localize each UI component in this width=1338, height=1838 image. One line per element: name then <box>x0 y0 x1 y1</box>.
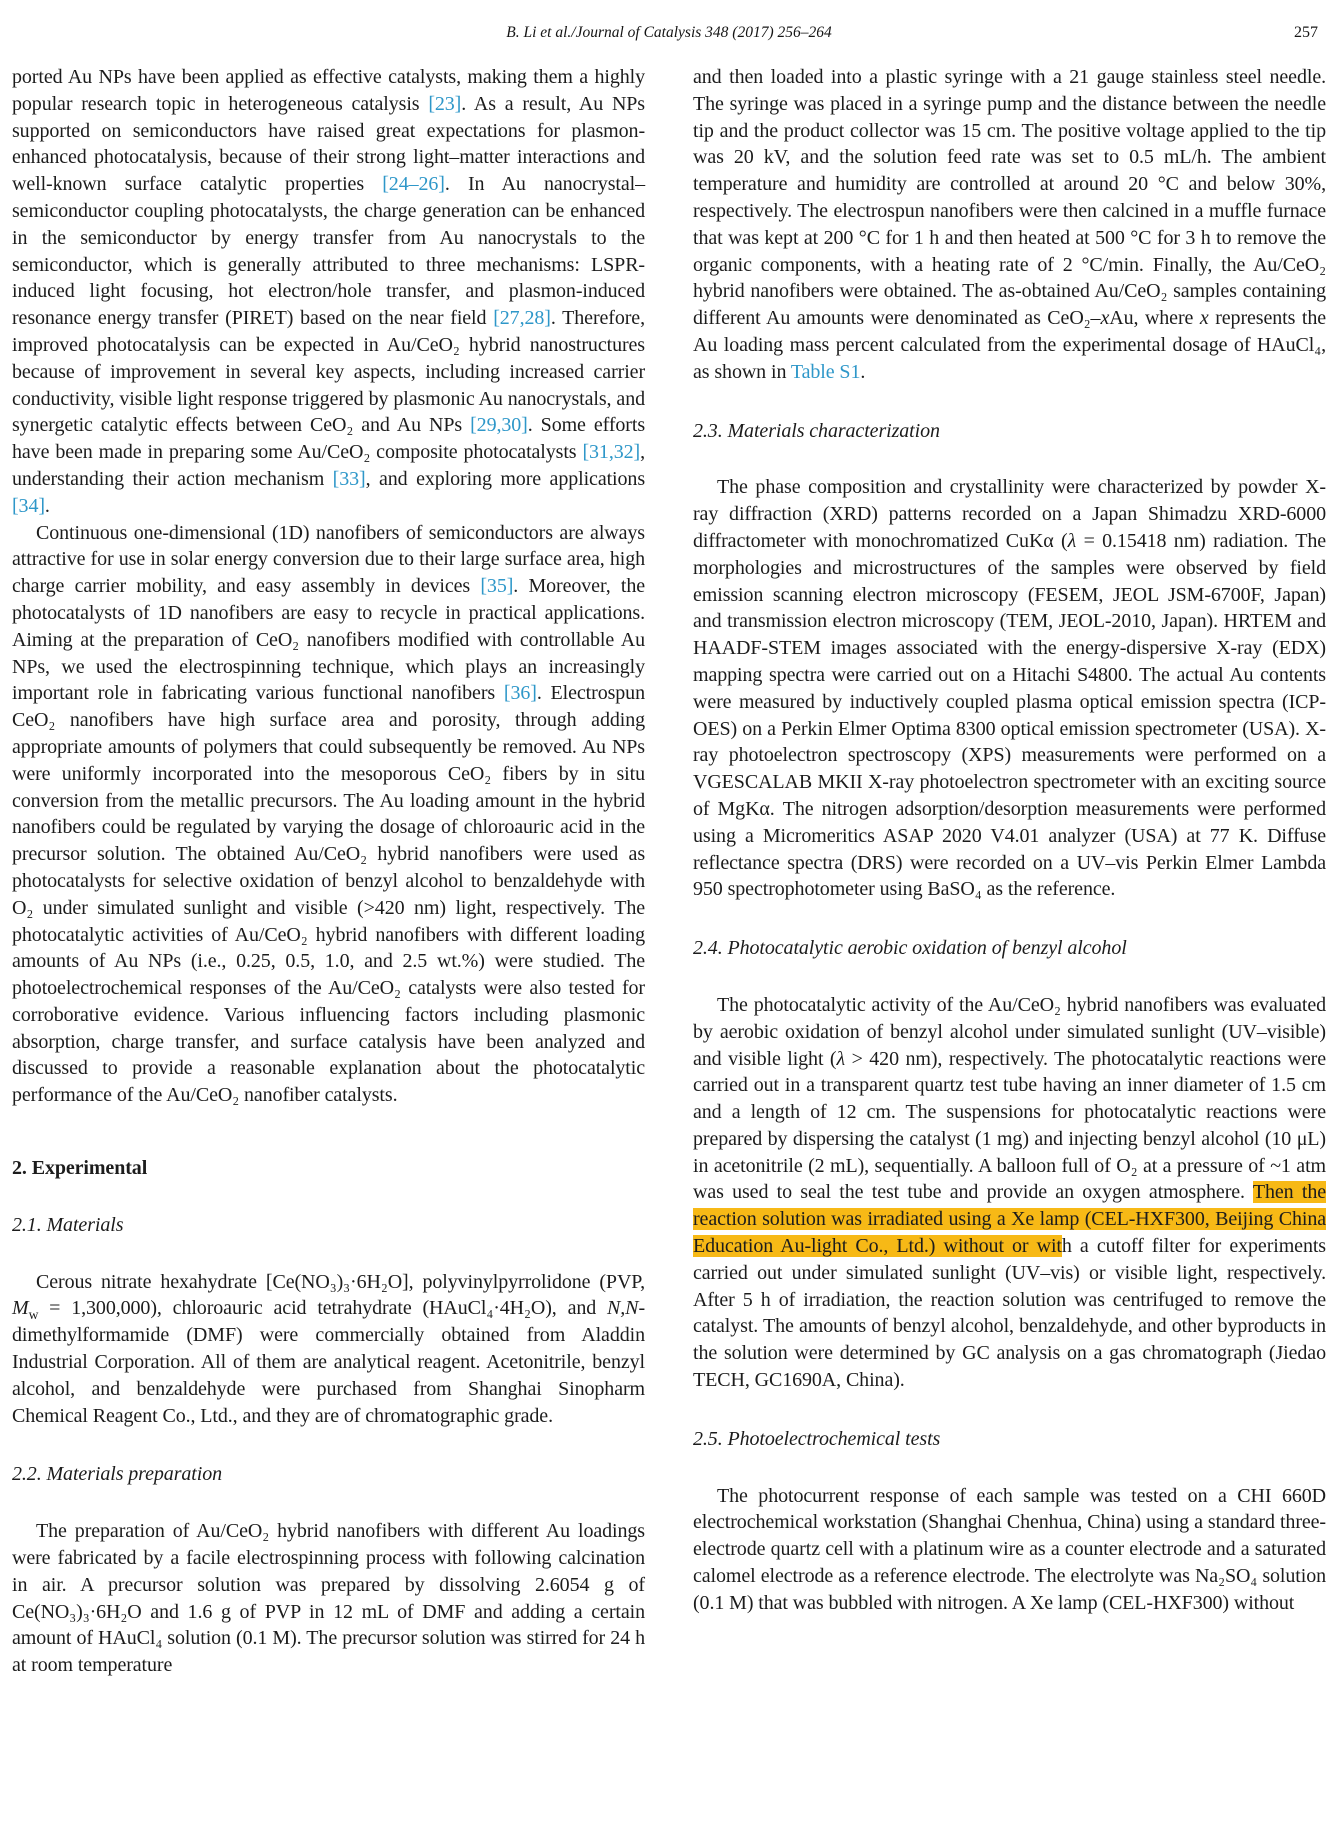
page-header <box>12 24 1326 48</box>
italic-text: N,N <box>607 1297 639 1320</box>
citation-link[interactable]: [33] <box>332 467 366 490</box>
section-heading: 2. Experimental <box>12 1157 148 1180</box>
highlighted-text: Then the reaction solution was irradiated using a Xe lamp (CEL-HXF300, Beijing China Education Au-light Co., Ltd.) without or wit <box>693 1181 1326 1258</box>
paragraph: and then loaded into a plastic syringe with a 21 gauge stainless steel needle. The syringe was placed in a syringe pump and the distance between the needle tip and the product collector was 15 cm. The positive voltage applied to the tip was 20 kV, and the solution feed rate was set to 0.5 mL/h. The ambient temperature and humidity are controlled at around 20 °C and below 30%, respectively. The electrospun nanofibers were then calcined in a muffle furnace that was kept at 200 °C for 1 h and then heated at 500 °C for 3 h to remove the organic components, with a heating rate of 2 °C/min. Finally, the Au/CeO₂ hybrid nanofibers were obtained. The as-obtained Au/CeO₂ samples containing different Au amounts were denominated as CeO₂–xAu, where x represents the Au loading mass percent calculated from the experimental dosage of HAuCl₄, as shown in Table S1. <box>693 66 1326 383</box>
citation-link[interactable]: [27,28] <box>493 307 551 330</box>
citation-link[interactable]: [29,30] <box>470 414 528 437</box>
citation-link[interactable]: Table S1 <box>790 360 861 383</box>
paragraph: The photocurrent response of each sample was tested on a CHI 660D electrochemical workstation (Shanghai Chenhua, China) using a standard three-electrode quartz cell with a platinum wire as a counter electrode and a saturated calomel electrode as a reference electrode. The electrolyte was Na₂SO₄ solution (0.1 M) that was bubbled with nitrogen. A Xe lamp (CEL-HXF300) without <box>693 1484 1326 1614</box>
italic-text: x <box>1199 307 1209 330</box>
subsection-heading: 2.1. Materials <box>12 1213 124 1236</box>
citation-link[interactable]: [23] <box>428 92 462 115</box>
subsection-heading: 2.3. Materials characterization <box>693 419 940 442</box>
citation-link[interactable]: [34] <box>12 494 45 517</box>
paragraph: Cerous nitrate hexahydrate [Ce(NO₃)₃·6H₂O], polyvinylpyrrolidone (PVP, $M_w = 1,300,000$), chloroauric acid tetrahydrate (HAuCl₄·4H₂O), and N,N-dimethylformamide (DMF) were commercially obtained from Aladdin Industrial Corporation. All of them are analytical reagent. Acetonitrile, benzyl alcohol, and benzaldehyde were purchased from Shanghai Sinopharm Chemical Reagent Co., Ltd., and they are of chromatographic grade. <box>12 1270 645 1427</box>
subsection-heading: 2.4. Photocatalytic aerobic oxidation of benzyl alcohol <box>693 937 1127 960</box>
paragraph: The photocatalytic activity of the Au/CeO₂ hybrid nanofibers was evaluated by aerobic oxidation of benzyl alcohol under simulated sunlight (UV–visible) and visible light (λ > 420 nm), respectively. The photocatalytic reactions were carried out in a transparent quartz test tube having an inner diameter of 1.5 cm and a length of 12 cm. The suspensions for photocatalytic reactions were prepared by dispersing the catalyst (1 mg) and injecting benzyl alcohol (10 μL) in acetonitrile (2 mL), sequentially. A balloon full of O₂ at a pressure of ~1 atm was used to seal the test tube and provide an oxygen atmosphere. Then the reaction solution was irradiated using a Xe lamp (CEL-HXF300, Beijing China Education Au-light Co., Ltd.) without or with a cutoff filter for experiments carried out under simulated sunlight (UV–vis) or visible light, respectively. After 5 h of irradiation, the reaction solution was centrifuged to remove the catalyst. The amounts of benzyl alcohol, benzaldehyde, and other byproducts in the solution were determined by GC analysis on a gas chromatograph (Jiedao TECH, GC1690A, China). <box>693 993 1326 1392</box>
citation-link[interactable]: [24–26] <box>382 173 445 196</box>
subscript-text: w <box>28 1307 39 1323</box>
italic-text: λ <box>836 1047 846 1070</box>
paragraph: The phase composition and crystallinity were characterized by powder X-ray diffraction (XRD) patterns recorded on a Japan Shimadzu XRD-6000 diffractometer with monochromatized CuKα (λ = 0.15418 nm) radiation. The morphologies and microstructures of the samples were observed by field emission scanning electron microscopy (FESEM, JEOL JSM-6700F, Japan) and transmission electron microscopy (TEM, JEOL-2010, Japan). HRTEM and HAADF-STEM images associated with the energy-dispersive X-ray (EDX) mapping spectra were carried out on a Hitachi S4800. The actual Au contents were measured by inductively coupled plasma optical emission spectra (ICP-OES) on a Perkin Elmer Optima 8300 optical emission spectrometer (USA). X-ray photoelectron spectroscopy (XPS) measurements were performed on a VGESCALAB MKII X-ray photoelectron spectrometer with an exciting source of MgKα. The nitrogen adsorption/desorption measurements were performed using a Micromeritics ASAP 2020 V4.01 analyzer (USA) at 77 K. Diffuse reflectance spectra (DRS) were recorded on a UV–vis Perkin Elmer Lambda 950 spectrophotometer using BaSO₄ as the reference. <box>693 476 1327 901</box>
two-column-body <box>12 64 1326 1679</box>
right-column <box>693 64 1326 1679</box>
running-title: B. Li et al./Journal of Catalysis 348 (2017) 256–264 <box>506 24 832 41</box>
citation-link[interactable]: [35] <box>480 575 514 598</box>
page-number: 257 <box>1294 24 1318 41</box>
citation-link[interactable]: [31,32] <box>582 441 641 464</box>
subsection-heading: 2.2. Materials preparation <box>12 1463 222 1486</box>
citation-link[interactable]: [36] <box>503 682 537 705</box>
italic-text: λ <box>1067 529 1077 552</box>
paragraph: ported Au NPs have been applied as effective catalysts, making them a highly popular research topic in heterogeneous catalysis [23]. As a result, Au NPs supported on semiconductors have raised great expectations for plasmon-enhanced photocatalysis, because of their strong light–matter interactions and well-known surface catalytic properties [24–26]. In Au nanocrystal–semiconductor coupling photocatalysts, the charge generation can be enhanced in the semiconductor by energy transfer from Au nanocrystals to the semiconductor, which is generally attributed to three mechanisms: LSPR-induced light focusing, hot electron/hole transfer, and plasmon-induced resonance energy transfer (PIRET) based on the near field [27,28]. Therefore, improved photocatalysis can be expected in Au/CeO₂ hybrid nanostructures because of improvement in several key aspects, including increased carrier conductivity, visible light response triggered by plasmonic Au nanocrystals, and synergetic catalytic effects between CeO₂ and Au NPs [29,30]. Some efforts have been made in preparing some Au/CeO₂ composite photocatalysts [31,32], understanding their action mechanism [33], and exploring more applications [34]. <box>12 66 646 517</box>
paragraph: Continuous one-dimensional (1D) nanofibers of semiconductors are always attractive for use in solar energy conversion due to their large surface area, high charge carrier mobility, and easy assembly in devices [35]. Moreover, the photocatalysts of 1D nanofibers are easy to recycle in practical applications. Aiming at the preparation of CeO₂ nanofibers modified with controllable Au NPs, we used the electrospinning technique, which plays an increasingly important role in fabricating various functional nanofibers [36]. Electrospun CeO₂ nanofibers have high surface area and porosity, through adding appropriate amounts of polymers that could subsequently be removed. Au NPs were uniformly incorporated into the mesoporous CeO₂ fibers by in situ conversion from the metallic precursors. The Au loading amount in the hybrid nanofibers could be regulated by varying the dosage of chloroauric acid in the precursor solution. The obtained Au/CeO₂ hybrid nanofibers were used as photocatalysts for selective oxidation of benzyl alcohol to benzaldehyde with O₂ under simulated sunlight and visible (>420 nm) light, respectively. The photocatalytic activities of Au/CeO₂ hybrid nanofibers with different loading amounts of Au NPs (i.e., 0.25, 0.5, 1.0, and 2.5 wt.%) were studied. The photoelectrochemical responses of the Au/CeO₂ catalysts were also tested for corroborative evidence. Various influencing factors including plasmonic absorption, charge transfer, and surface catalysis have been analyzed and discussed to provide a reasonable explanation about the photocatalytic performance of the Au/CeO₂ nanofiber catalysts. <box>12 521 645 1107</box>
paragraph: The preparation of Au/CeO₂ hybrid nanofibers with different Au loadings were fabricated by a facile electrospinning process with following calcination in air. A precursor solution was prepared by dissolving 2.6054 g of Ce(NO₃)₃·6H₂O and 1.6 g of PVP in 12 mL of DMF and adding a certain amount of HAuCl₄ solution (0.1 M). The precursor solution was stirred for 24 h at room temperature <box>12 1520 645 1677</box>
italic-text: M <box>12 1297 29 1320</box>
subsection-heading: 2.5. Photoelectrochemical tests <box>693 1427 941 1450</box>
left-column <box>12 64 645 1679</box>
italic-text: x <box>1100 307 1110 330</box>
